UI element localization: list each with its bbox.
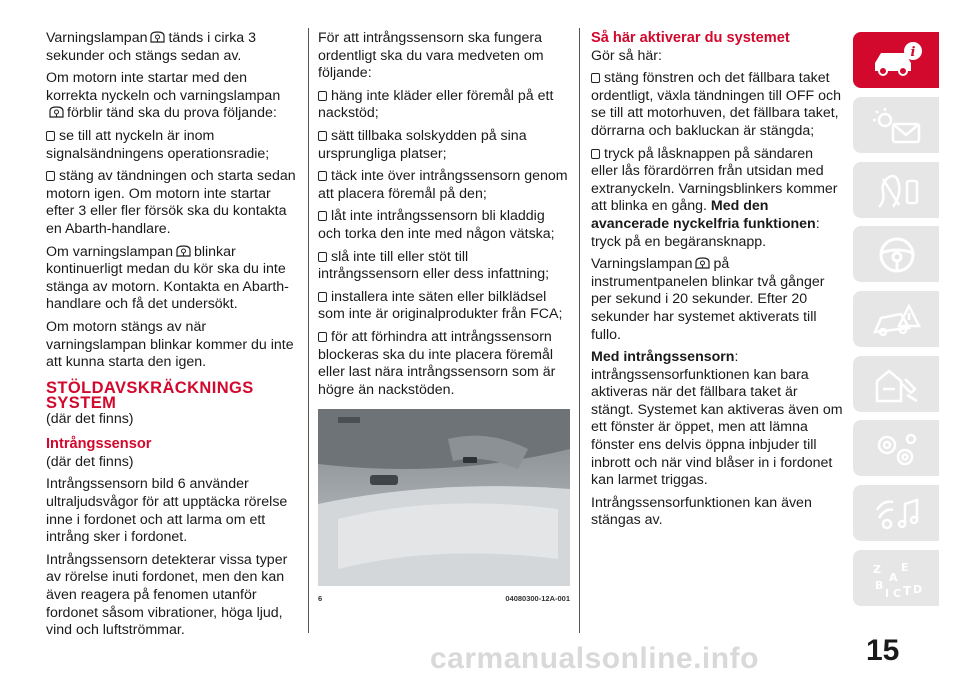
tab-multimedia[interactable]	[853, 485, 939, 541]
bullet-item: tryck på låsknappen på sändaren eller lås förardörren från utsidan med extranyckeln. Varningsblinkers kommer att blinka en gång. Med den avancerade nyckelfria funktionen: tryck på en begäransknapp.	[591, 145, 838, 250]
svg-text:A: A	[889, 571, 898, 584]
svg-text:Z: Z	[873, 563, 881, 576]
bullet-icon	[318, 91, 327, 101]
bullet-icon	[46, 131, 55, 141]
bullet-icon	[318, 131, 327, 141]
bullet-icon	[318, 292, 327, 302]
bullet-icon	[591, 149, 600, 159]
heading-note: (där det finns)	[46, 410, 134, 427]
bullet-icon	[591, 73, 600, 83]
subheading: Intrångssensor	[46, 436, 152, 453]
bullet-item: slå inte till eller stöt till intrångssensorn eller dess infattning;	[318, 248, 550, 283]
paragraph: Intrångssensorn detekterar vissa typer av rörelse inuti fordonet, men den kan även reagera på fenomen utanför fordonet såsom vibrationer, höga ljud, vind och luftströmmar.	[46, 551, 288, 639]
warning-lights-icon	[871, 106, 923, 146]
paragraph: Om motorn stängs av när varningslampan blinkar kommer du inte att kunna starta den igen.	[46, 318, 294, 371]
paragraph: För att intrångssensorn ska fungera ordentligt ska du vara medveten om följande:	[318, 30, 544, 82]
column-divider	[308, 28, 309, 633]
maintenance-icon	[871, 365, 923, 405]
tab-warning-lights[interactable]	[853, 97, 939, 153]
section-heading: Så här aktiverar du systemet	[591, 30, 790, 46]
bullet-item: se till att nyckeln är inom signalsändningens operationsradie;	[46, 127, 270, 162]
paragraph: Intrångssensorn bild 6 använder ultraljudsvågor för att upptäcka rörelse inne i fordonet och att larma om ett intrång sker i fordonet.	[46, 476, 288, 546]
bullet-item: för att förhindra att intrångssensorn blockeras ska du inte placera föremål eller last nära intrångssensorn som är högre än nackstöden.	[318, 328, 556, 398]
key-warning-icon	[175, 244, 192, 258]
paragraph: Gör så här:	[591, 47, 662, 64]
bullet-item: täck inte över intrångssensorn genom att placera föremål på den;	[318, 168, 568, 202]
page-number: 15	[866, 634, 900, 667]
bullet-item: stäng fönstren och det fällbara taket ordentligt, växla tändningen till OFF och se till att motorhuven, det fällbara taket, dörrarna och bakluckan är stängda;	[591, 70, 841, 139]
bullet-icon	[318, 332, 327, 342]
column-2	[318, 30, 570, 604]
specifications-icon	[871, 429, 923, 469]
column-1	[46, 30, 298, 645]
bullet-item: installera inte säten eller bilklädsel som inte är originalprodukter från FCA;	[318, 288, 563, 323]
section-heading: STÖLDAVSKRÄCKNINGS SYSTEM	[46, 378, 254, 412]
subheading-note: (där det finns)	[46, 453, 134, 470]
key-warning-icon	[149, 30, 166, 44]
tab-specifications[interactable]	[853, 420, 939, 476]
emergency-icon	[871, 300, 923, 340]
paragraph: Varningslampan på instrumentpanelen blinkar två gånger per sekund i 20 sekunder. Efter 20 sekunder har systemet aktiverats till fullo.	[591, 256, 825, 343]
svg-text:C: C	[893, 587, 902, 599]
index-icon	[871, 559, 923, 599]
bullet-item: stäng av tändningen och starta sedan motorn igen. Om motorn inte startar efter 3 eller fler försök ska du kontakta en Abarth-handlare.	[46, 168, 296, 237]
seat-belt-icon	[871, 171, 923, 211]
svg-text:I: I	[885, 587, 890, 599]
figure-number: 6	[318, 594, 323, 604]
paragraph: Om varningslampan blinkar kontinuerligt medan du kör ska du inte stänga av motorn. Kontakta en Abarth-handlare och få det undersökt.	[46, 243, 289, 313]
intrusion-sensor-photo	[318, 409, 570, 586]
multimedia-icon	[871, 494, 923, 534]
figure	[318, 409, 570, 604]
bullet-icon	[318, 211, 327, 221]
key-warning-icon	[48, 105, 65, 119]
svg-text:D: D	[913, 583, 923, 596]
car-info-icon	[871, 41, 923, 81]
svg-text:i: i	[910, 45, 916, 60]
bullet-item: häng inte kläder eller föremål på ett nackstöd;	[318, 87, 554, 122]
tab-steering-wheel[interactable]	[853, 226, 939, 282]
watermark: carmanualsonline.info	[430, 642, 759, 675]
bullet-item: sätt tillbaka solskydden på sina ursprungliga platser;	[318, 127, 527, 162]
paragraph: Intrångssensorfunktionen kan även stängas av.	[591, 494, 812, 529]
key-warning-icon	[694, 256, 711, 270]
column-divider	[579, 28, 580, 633]
tab-seat-belt[interactable]	[853, 162, 939, 218]
bullet-icon	[318, 171, 327, 181]
paragraph: Varningslampan tänds i cirka 3 sekunder och stängs sedan av.	[46, 30, 257, 64]
svg-text:B: B	[875, 579, 884, 592]
bullet-icon	[318, 252, 327, 262]
paragraph: Om motorn inte startar med den korrekta nyckeln och varningslampan förblir tänd ska du prova följande:	[46, 70, 281, 122]
tab-car-info[interactable]	[853, 32, 939, 88]
tab-index[interactable]	[853, 550, 939, 606]
steering-wheel-icon	[871, 235, 923, 275]
paragraph: Med intrångssensorn: intrångssensorfunktionen kan bara aktiveras när det fällbara taket är stängt. Systemet kan aktiveras även om ett fönster är öppet, men att lämna fönster ens delvis öppna inbjuder till inbrott och när vind blåser in i fordonet kan larmet triggas.	[591, 349, 843, 489]
bullet-icon	[46, 171, 55, 181]
svg-text:T: T	[903, 584, 912, 598]
tab-emergency[interactable]	[853, 291, 939, 347]
column-3	[591, 30, 843, 535]
tab-maintenance[interactable]	[853, 356, 939, 412]
svg-text:E: E	[901, 561, 909, 574]
figure-caption	[318, 590, 570, 608]
bullet-list	[318, 88, 570, 400]
figure-code: 04080300-12A-001	[505, 594, 570, 604]
bullet-item: låt inte intrångssensorn bli kladdig och torka den inte med någon vätska;	[318, 208, 555, 242]
